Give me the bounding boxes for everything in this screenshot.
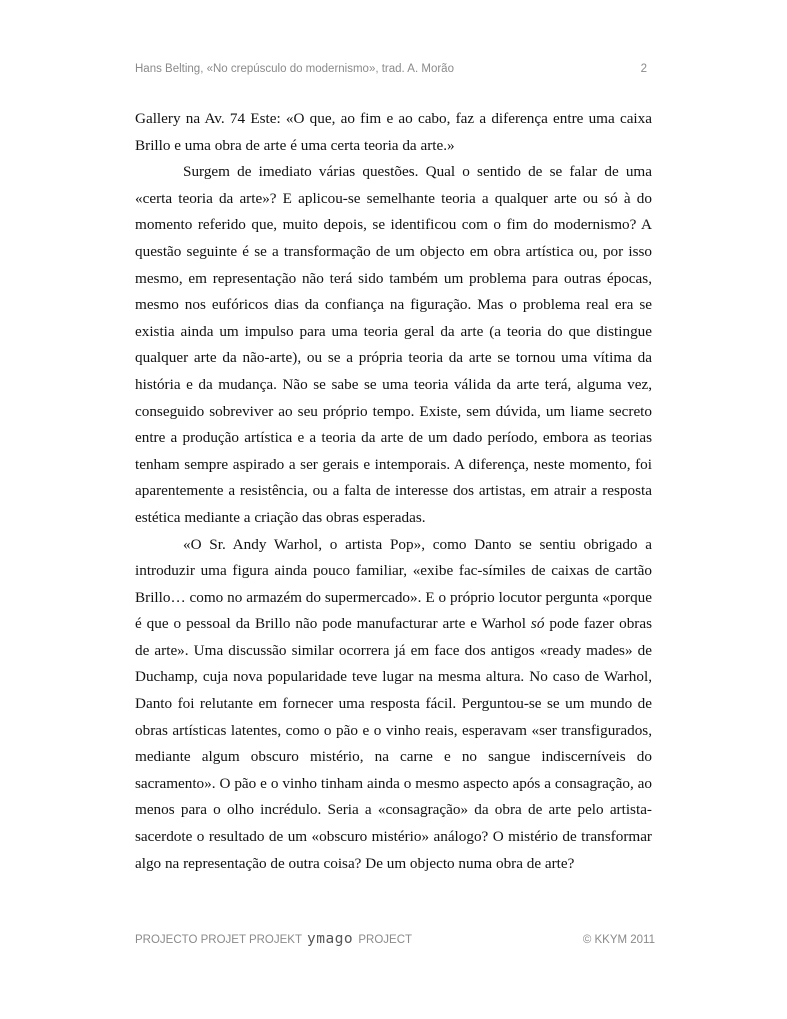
footer-copyright: © KKYM 2011 (582, 934, 655, 946)
paragraph (135, 159, 652, 531)
paragraph-text: pode fazer obras de arte». Uma discussão similar ocorrera já em face dos antigos «ready mades» de Duchamp, cuja nova popularidade teve lugar na mesma altura. No caso de Warhol, Danto foi relutante em fornecer uma resposta fácil. Perguntou-se se um mundo de obras artísticas latentes, como o pão e o vinho reais, esperavam «ser transfigurados, mediante algum obscuro mistério, na carne e no sangue indiscerníveis do sacramento». O pão e o vinho tinham ainda o mesmo aspecto após a consagração, ao menos para o olho incrédulo. Seria a «consagração» da obra de arte pelo artista-sacerdote o resultado de um «obscuro mistério» análogo? O mistério de transformar algo na representação de outra coisa? De um objecto numa obra de arte? (135, 615, 652, 872)
paragraph-text: Gallery na Av. 74 Este: «O que, ao fim e ao cabo, faz a diferença entre uma caixa Brillo e uma obra de arte é uma certa teoria da arte.» (135, 110, 652, 154)
footer-project-suffix: PROJECT (358, 934, 413, 946)
footer-project-line (135, 931, 412, 948)
paragraph-text: Surgem de imediato várias questões. Qual o sentido de se falar de uma «certa teoria da arte»? E aplicou-se semelhante teoria a qualquer arte ou só à do momento referido que, muito depois, se identificou com o fim do modernismo? A questão seguinte é se a transformação de um objecto em obra artística ou, por isso mesmo, em representação não terá sido também um problema para outras épocas, mesmo nos eufóricos dias da confiança na figuração. Mas o problema real era se existia ainda um impulso para uma teoria geral da arte (a teoria do que distingue qualquer arte da não-arte), ou se a própria teoria da arte se tornou uma vítima da história e da mudança. Não se sabe se uma teoria válida da arte terá, alguma vez, conseguido sobreviver ao seu próprio tempo. Existe, sem dúvida, um liame secreto entre a produção artística e a teoria da arte de um dado período, embora as teorias tenham sempre aspirado a ser gerais e intemporais. A diferença, neste momento, foi aparentemente a resistência, ou a falta de interesse dos artistas, em atrair a resposta estética mediante a criação das obras esperadas. (135, 163, 652, 526)
page-footer (135, 931, 655, 948)
page-number: 2 (640, 63, 647, 75)
paragraph (135, 106, 652, 159)
paragraph-text: «O Sr. Andy Warhol, o artista Pop», como Danto se sentiu obrigado a introduzir uma figura ainda pouco familiar, «exibe fac-símiles de caixas de cartão Brillo… como no armazém do supermercado». E o próprio locutor pergunta «porque é que o pessoal da Brillo não pode manufacturar arte e Warhol (135, 535, 652, 633)
ymago-logo-text: ymago (307, 931, 354, 947)
paragraph (135, 532, 652, 878)
body-text (135, 106, 652, 877)
page-header (135, 62, 647, 76)
header-citation: Hans Belting, «No crepúsculo do modernismo», trad. A. Morão (135, 63, 454, 75)
footer-project-prefix: PROJECTO PROJET PROJEKT (135, 934, 302, 946)
emphasized-text: só (530, 615, 545, 633)
